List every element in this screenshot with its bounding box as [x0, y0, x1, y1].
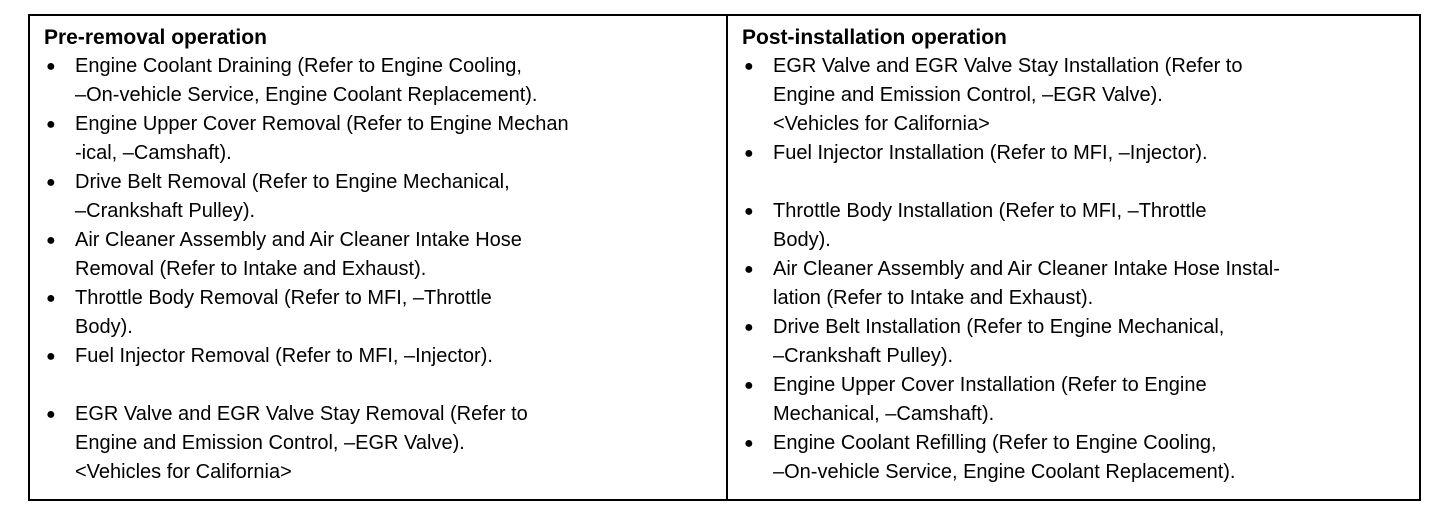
- list-item: ● Throttle Body Removal (Refer to MFI, –Throttle Body).: [44, 284, 712, 342]
- bullet-icon: ●: [46, 116, 56, 133]
- bullet-icon: ●: [46, 290, 56, 307]
- list-item: ● Air Cleaner Assembly and Air Cleaner Intake Hose Instal- lation (Refer to Intake and Exhaust).: [742, 255, 1405, 313]
- bullet-icon: ●: [744, 58, 754, 75]
- list-item: ● Fuel Injector Installation (Refer to MFI, –Injector).: [742, 139, 1405, 168]
- list-item: ● Drive Belt Installation (Refer to Engine Mechanical, –Crankshaft Pulley).: [742, 313, 1405, 371]
- bullet-icon: ●: [46, 406, 56, 423]
- bullet-icon: ●: [744, 145, 754, 162]
- list-item: ● Engine Upper Cover Removal (Refer to Engine Mechan -ical, –Camshaft).: [44, 110, 712, 168]
- list-item: ● EGR Valve and EGR Valve Stay Installation (Refer to Engine and Emission Control, –EGR Valve). <Vehicles for California>: [742, 52, 1405, 139]
- post-installation-column: [728, 16, 1419, 499]
- pre-removal-column: [30, 16, 728, 499]
- list-item: ● EGR Valve and EGR Valve Stay Removal (Refer to Engine and Emission Control, –EGR Valve). <Vehicles for California>: [44, 400, 712, 487]
- list-item: ● Engine Upper Cover Installation (Refer to Engine Mechanical, –Camshaft).: [742, 371, 1405, 429]
- list-item: ● Engine Coolant Draining (Refer to Engine Cooling, –On-vehicle Service, Engine Coolant Replacement).: [44, 52, 712, 110]
- bullet-icon: ●: [46, 348, 56, 365]
- pre-removal-list: [44, 52, 712, 487]
- pre-removal-title: Pre-removal operation: [44, 26, 267, 49]
- list-item: ● Throttle Body Installation (Refer to MFI, –Throttle Body).: [742, 197, 1405, 255]
- bullet-icon: ●: [46, 232, 56, 249]
- bullet-icon: ●: [46, 174, 56, 191]
- procedure-table: [28, 14, 1421, 501]
- list-item: ● Drive Belt Removal (Refer to Engine Mechanical, –Crankshaft Pulley).: [44, 168, 712, 226]
- bullet-icon: ●: [744, 261, 754, 278]
- list-item: ● Air Cleaner Assembly and Air Cleaner Intake Hose Removal (Refer to Intake and Exhaust).: [44, 226, 712, 284]
- list-item: ● Fuel Injector Removal (Refer to MFI, –Injector).: [44, 342, 712, 371]
- bullet-icon: ●: [744, 319, 754, 336]
- bullet-icon: ●: [744, 377, 754, 394]
- bullet-icon: ●: [744, 435, 754, 452]
- bullet-icon: ●: [744, 203, 754, 220]
- post-installation-list: [742, 52, 1405, 487]
- bullet-icon: ●: [46, 58, 56, 75]
- post-installation-title: Post-installation operation: [742, 26, 1007, 49]
- list-item: ● Engine Coolant Refilling (Refer to Engine Cooling, –On-vehicle Service, Engine Coolant Replacement).: [742, 429, 1405, 487]
